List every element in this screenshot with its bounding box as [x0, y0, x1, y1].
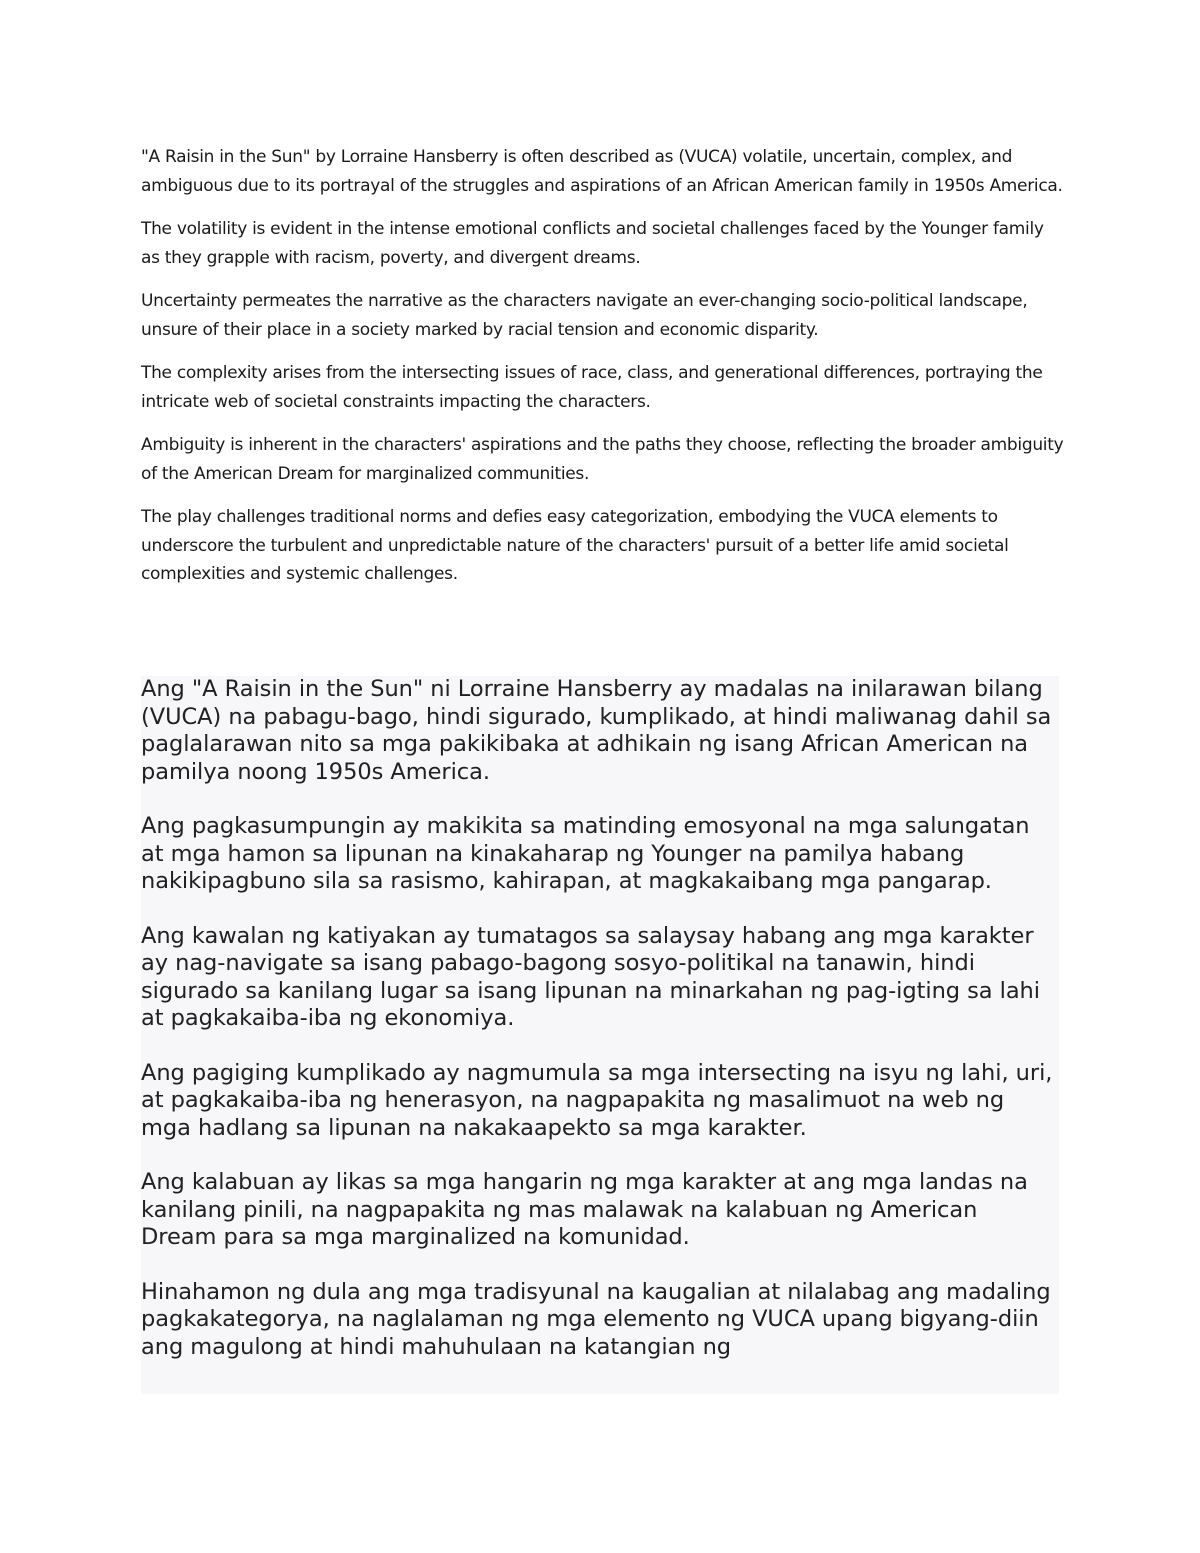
filipino-translation-block — [141, 676, 1059, 1394]
english-paragraph-4: The complexity arises from the intersecting issues of race, class, and generational differences, portraying the intricate web of societal constraints impacting the characters. — [141, 363, 1043, 412]
filipino-paragraph-1: Ang "A Raisin in the Sun" ni Lorraine Hansberry ay madalas na inilarawan bilang (VUCA) na pabagu-bago, hindi sigurado, kumplikado, at hindi maliwanag dahil sa paglalarawan nito sa mga pakikibaka at adhikain ng isang African American na pamilya noong 1950s America. — [141, 676, 1052, 785]
english-paragraph-5: Ambiguity is inherent in the characters' aspirations and the paths they choose, reflecting the broader ambiguity of the American Dream for marginalized communities. — [141, 435, 1064, 484]
filipino-paragraph-2: Ang pagkasumpungin ay makikita sa matinding emosyonal na mga salungatan at mga hamon sa lipunan na kinakaharap ng Younger na pamilya habang nakikipagbuno sila sa rasismo, kahirapan, at magkakaibang mga pangarap. — [141, 813, 1030, 894]
filipino-paragraph-6: Hinahamon ng dula ang mga tradisyunal na kaugalian at nilalabag ang madaling pagkakategorya, na naglalaman ng mga elemento ng VUCA upang bigyang-diin ang magulong at hindi mahuhulaan na katangian ng — [141, 1278, 1051, 1360]
english-paragraph-3: Uncertainty permeates the narrative as the characters navigate an ever-changing socio-political landscape, unsure of their place in a society marked by racial tension and economic disparity. — [141, 291, 1028, 340]
filipino-paragraph-4: Ang pagiging kumplikado ay nagmumula sa mga intersecting na isyu ng lahi, uri, at pagkakaiba-iba ng henerasyon, na nagpapakita ng masalimuot na web ng mga hadlang sa lipunan na nakakaapekto sa mga karakter. — [141, 1059, 1053, 1141]
english-paragraph-1: "A Raisin in the Sun" by Lorraine Hansberry is often described as (VUCA) volatile, uncertain, complex, and ambiguous due to its portrayal of the struggles and aspirations of an African American family in 1950s America. — [141, 147, 1063, 196]
english-paragraph-2: The volatility is evident in the intense emotional conflicts and societal challenges faced by the Younger family as they grapple with racism, poverty, and divergent dreams. — [141, 219, 1044, 268]
filipino-paragraph-5: Ang kalabuan ay likas sa mga hangarin ng mga karakter at ang mga landas na kanilang pinili, na nagpapakita ng mas malawak na kalabuan ng American Dream para sa mga marginalized na komunidad. — [141, 1169, 1028, 1250]
english-text-block — [141, 143, 1066, 604]
filipino-paragraph-3: Ang kawalan ng katiyakan ay tumatagos sa salaysay habang ang mga karakter ay nag-navigate sa isang pabago-bagong sosyo-politikal na tanawin, hindi sigurado sa kanilang lugar sa isang lipunan na minarkahan ng pag-igting sa lahi at pagkakaiba-iba ng ekonomiya. — [141, 922, 1040, 1031]
english-paragraph-6: The play challenges traditional norms and defies easy categorization, embodying the VUCA elements to underscore the turbulent and unpredictable nature of the characters' pursuit of a better life amid societal complexities and systemic challenges. — [141, 507, 1009, 584]
